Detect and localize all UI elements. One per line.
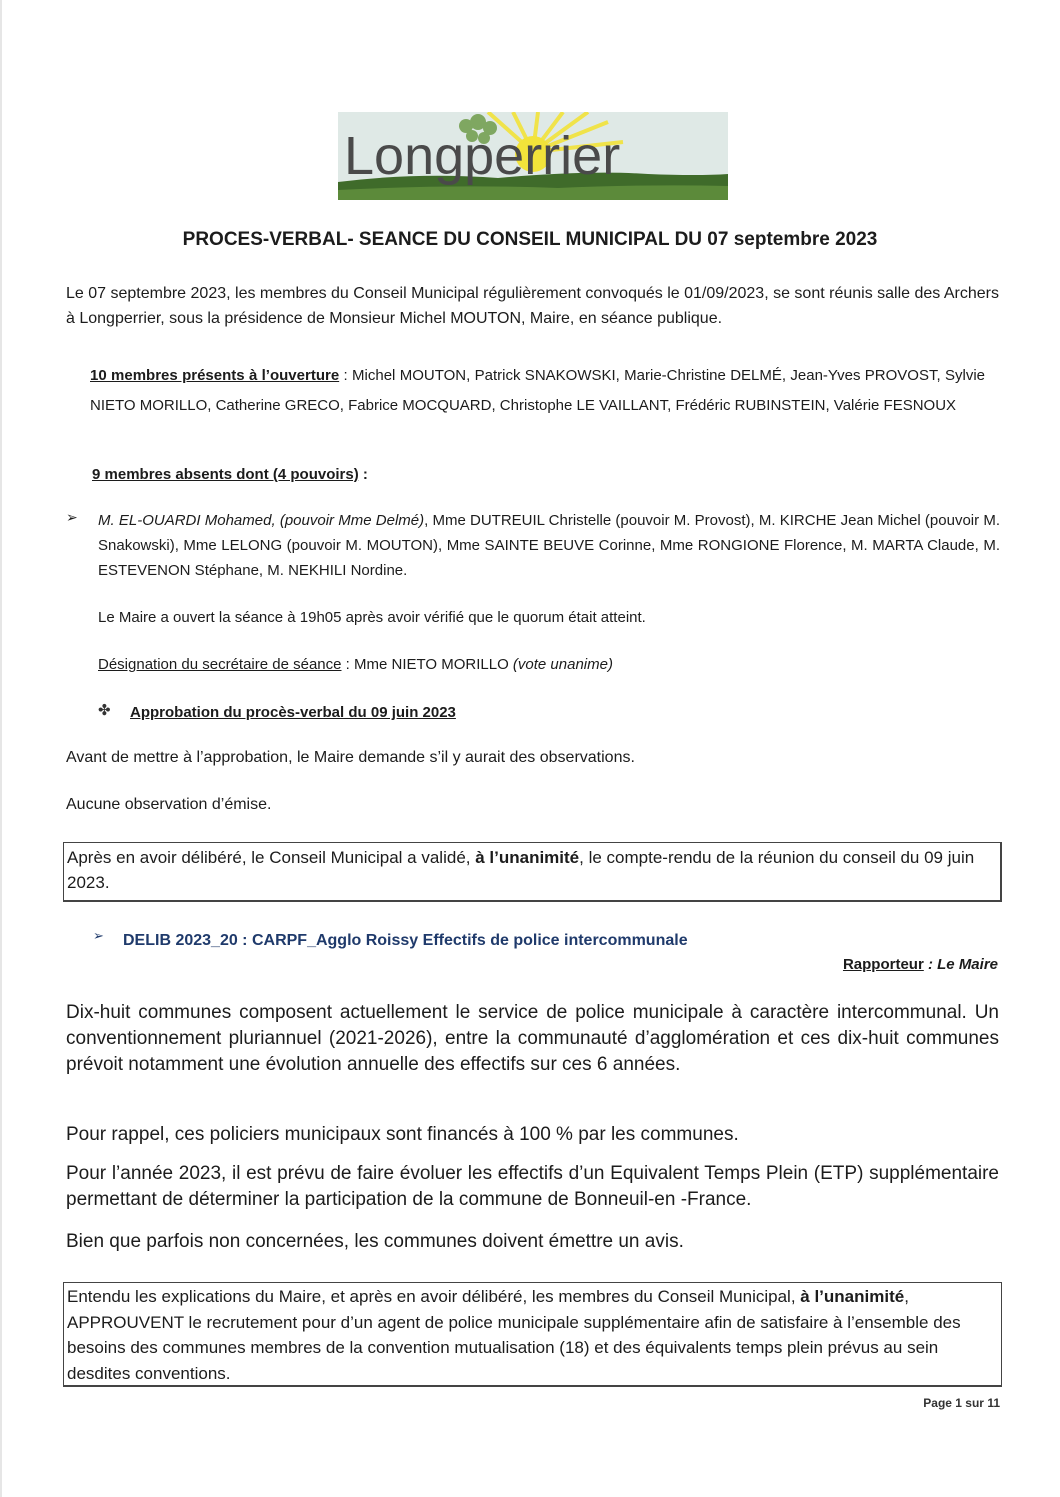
rapporteur-label: Rapporteur	[842, 956, 924, 973]
secretary-label: Désignation du secrétaire de séance	[98, 656, 342, 673]
secretary-value: : Mme NIETO MORILLO	[341, 656, 513, 673]
delib-heading: DELIB 2023_20 : CARPF_Agglo Roissy Effectifs de police intercommunale	[123, 932, 688, 949]
present-names: : Michel MOUTON, Patrick SNAKOWSKI, Marie-Christine DELMÉ, Jean-Yves PROVOST, Sylvie NIETO MORILLO, Catherine GRECO, Fabrice MOCQUARD, Christophe LE VAILLANT, Frédéric RUBINSTEIN, Valérie FESNOUX	[90, 367, 985, 414]
delib-paragraph-2: Pour rappel, ces policiers municipaux sont financés à 100 % par les communes.	[66, 1124, 739, 1145]
delib-arrow-icon: ➢	[93, 929, 104, 944]
delib-decision-a: Entendu les explications du Maire, et après en avoir délibéré, les membres du Conseil Municipal,	[67, 1287, 801, 1306]
absent-rest: , Mme DUTREUIL Christelle (pouvoir M. Provost), M. KIRCHE Jean Michel (pouvoir M. Snakowski), Mme LELONG (pouvoir M. MOUTON), Mme SAINTE BEUVE Corinne, Mme RONGIONE Florence, M. MARTA Claude, M. ESTEVENON Stéphane, M. NEKHILI Nordine.	[98, 512, 1000, 579]
delib-paragraph-1: Dix-huit communes composent actuellement le service de police municipale à caractère intercommunal. Un conventionnement pluriannuel (2021-2026), entre la communauté d’agglomération et ces dix-huit communes prévoit notamment une évolution annuelle des effectifs sur ces 6 années.	[66, 1002, 999, 1075]
arrow-bullet-icon: ➢	[66, 510, 78, 526]
intro-paragraph: Le 07 septembre 2023, les membres du Conseil Municipal régulièrement convoqués le 01/09/2023, se sont réunis salle des Archers à Longperrier, sous la présidence de Monsieur Michel MOUTON, Maire, en séance publique.	[66, 285, 999, 327]
secretary-vote: (vote unanime)	[512, 656, 613, 673]
absent-heading	[92, 462, 592, 487]
absent-members	[98, 508, 1000, 583]
delib-decision-text	[67, 1284, 997, 1386]
absent-first: M. EL-OUARDI Mohamed, (pouvoir Mme Delmé)	[98, 512, 425, 529]
secretary-designation	[98, 652, 978, 677]
present-members	[90, 361, 985, 421]
absent-label: 9 membres absents dont (4 pouvoirs)	[92, 466, 359, 483]
approval-decision-bold: à l’unanimité	[475, 848, 580, 867]
rapporteur	[843, 953, 998, 977]
logo-graphic	[338, 112, 728, 200]
approval-heading: Approbation du procès-verbal du 09 juin 2023	[130, 704, 456, 721]
delib-paragraph-3: Pour l’année 2023, il est prévu de faire évoluer les effectifs d’un Equivalent Temps Plein (ETP) supplémentaire permettant de déterminer la participation de la commune de Bonneuil-en -France.	[66, 1163, 999, 1210]
opening-statement: Le Maire a ouvert la séance à 19h05 après avoir vérifié que le quorum était atteint.	[98, 609, 646, 626]
delib-decision-b: , APPROUVENT le recrutement pour d’un agent de police municipale supplémentaire afin de satisfaire à l’ensemble des besoins des communes membres de la convention mutualisation (18) et des équivalents temps plein prévus au sein desdites conventions.	[67, 1287, 961, 1383]
approval-none: Aucune observation d’émise.	[66, 796, 272, 813]
page-number: Page 1 sur 11	[923, 1396, 1000, 1410]
absent-colon: :	[358, 466, 368, 483]
longperrier-logo	[338, 112, 728, 200]
logo-text: Longperrier	[344, 126, 621, 186]
delib-decision-bold: à l’unanimité	[800, 1287, 905, 1306]
approval-bullet-icon: ✤	[98, 701, 111, 719]
present-label: 10 membres présents à l’ouverture	[90, 367, 340, 384]
approval-decision-text	[67, 845, 997, 895]
delib-paragraph-4: Bien que parfois non concernées, les communes doivent émettre un avis.	[66, 1231, 684, 1252]
approval-decision-b: , le compte-rendu de la réunion du conseil du 09 juin 2023.	[67, 848, 975, 892]
page-title: PROCES-VERBAL- SEANCE DU CONSEIL MUNICIPAL DU 07 septembre 2023	[182, 229, 878, 250]
approval-decision-a: Après en avoir délibéré, le Conseil Municipal a validé,	[67, 848, 476, 867]
approval-before: Avant de mettre à l’approbation, le Maire demande s’il y aurait des observations.	[66, 749, 635, 766]
rapporteur-value: : Le Maire	[923, 956, 998, 973]
